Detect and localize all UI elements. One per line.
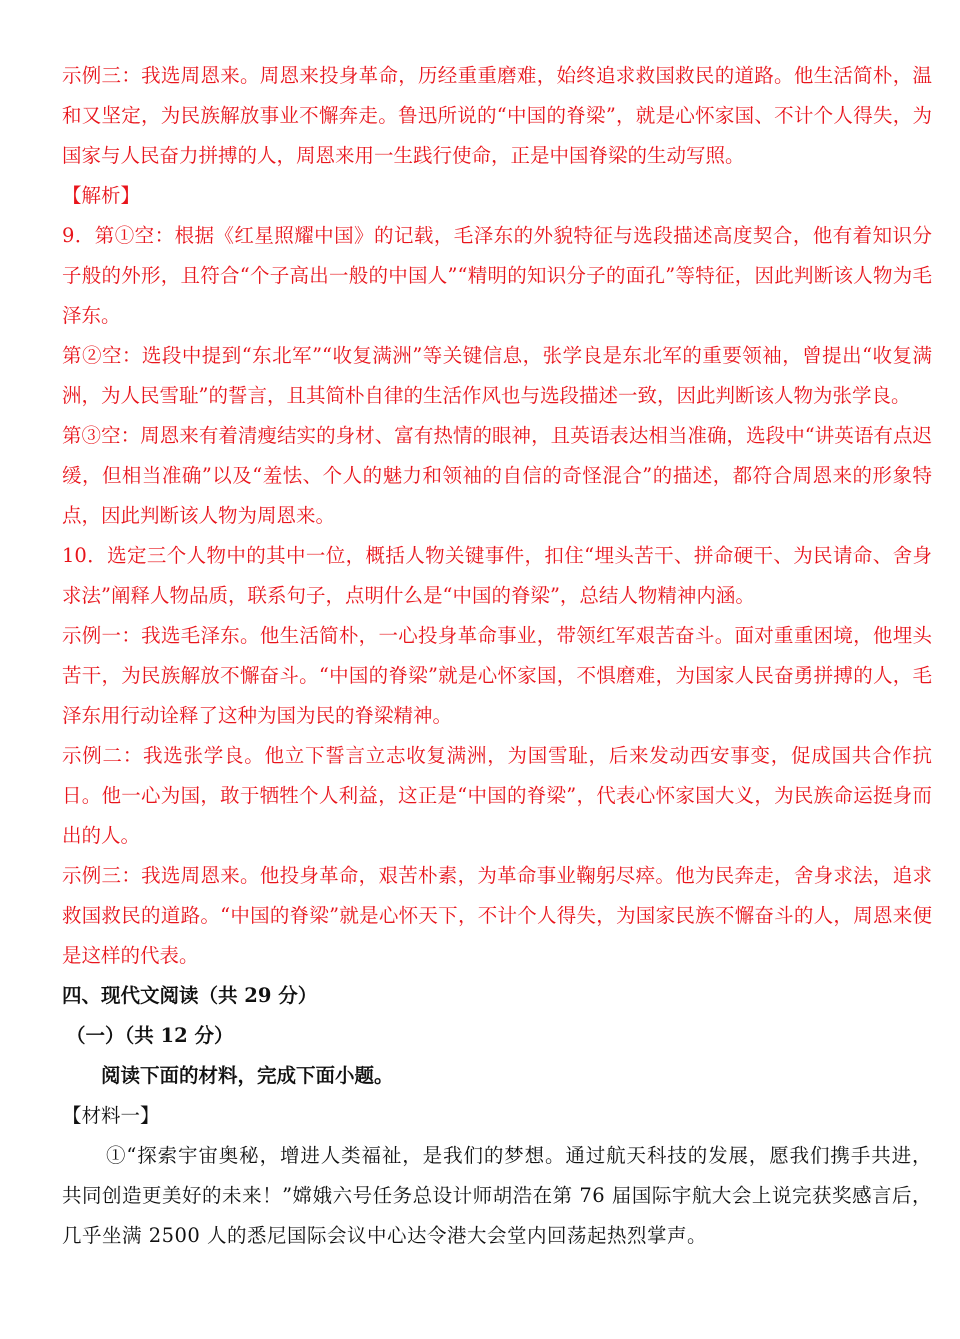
material-one-paragraph-1: ①“探索宇宙奥秘，增进人类福祉，是我们的梦想。通过航天科技的发展，愿我们携手共进，共同创造更美好的未来！”嫦娥六号任务总设计师胡浩在第 76 届国际宇航大会上说完获奖感言后，几乎坐满 2500 人的悉尼国际会议中心达令港大会堂内回荡起热烈掌声。 xyxy=(62,1144,932,1247)
q10-example-two: 示例二：我选张学良。他立下誓言立志收复满洲，为国雪耻，后来发动西安事变，促成国共合作抗日。他一心为国，敢于牺牲个人利益，这正是“中国的脊梁”，代表心怀家国大义，为民族命运挺身而出的人。 xyxy=(62,744,932,847)
reading-instruction: 阅读下面的材料，完成下面小题。 xyxy=(101,1064,394,1087)
subsection-heading: （一）（共 12 分） xyxy=(66,1024,234,1047)
example-three-answer-8: 示例三：我选周恩来。周恩来投身革命，历经重重磨难，始终追求救国救民的道路。他生活简朴，温和又坚定，为民族解放事业不懈奔走。鲁迅所说的“中国的脊梁”，就是心怀家国、不计个人得失，为国家与人民奋力拼搏的人，周恩来用一生践行使命，正是中国脊梁的生动写照。 xyxy=(62,64,932,167)
q10-example-three: 示例三：我选周恩来。他投身革命，艰苦朴素，为革命事业鞠躬尽瘁。他为民奔走，舍身求法，追求救国救民的道路。“中国的脊梁”就是心怀天下，不计个人得失，为国家民族不懈奋斗的人，周恩来便是这样的代表。 xyxy=(62,864,932,967)
section-heading-modern-reading: 四、现代文阅读（共 29 分） xyxy=(62,984,318,1007)
material-one-label: 【材料一】 xyxy=(62,1104,160,1127)
q10-example-one: 示例一：我选毛泽东。他生活简朴，一心投身革命事业，带领红军艰苦奋斗。面对重重困境，他埋头苦干，为民族解放不懈奋斗。“中国的脊梁”就是心怀家国，不惧磨难，为国家人民奋勇拼搏的人，毛泽东用行动诠释了这种为国为民的脊梁精神。 xyxy=(62,624,932,727)
analysis-q9-blank2: 第②空：选段中提到“东北军”“收复满洲”等关键信息，张学良是东北军的重要领袖，曾提出“收复满洲，为人民雪耻”的誓言，且其简朴自律的生活作风也与选段描述一致，因此判断该人物为张学良。 xyxy=(62,344,932,407)
analysis-heading: 【解析】 xyxy=(62,184,141,207)
analysis-q10-intro: 10．选定三个人物中的其中一位，概括人物关键事件，扣住“埋头苦干、拼命硬干、为民请命、舍身求法”阐释人物品质，联系句子，点明什么是“中国的脊梁”，总结人物精神内涵。 xyxy=(62,544,932,607)
analysis-q9-blank3: 第③空：周恩来有着清瘦结实的身材、富有热情的眼神，且英语表达相当准确，选段中“讲英语有点迟缓，但相当准确”以及“羞怯、个人的魅力和领袖的自信的奇怪混合”的描述，都符合周恩来的形象特点，因此判断该人物为周恩来。 xyxy=(62,424,932,527)
analysis-q9-blank1: 9．第①空：根据《红星照耀中国》的记载，毛泽东的外貌特征与选段描述高度契合，他有着知识分子般的外形，且符合“个子高出一般的中国人”“精明的知识分子的面孔”等特征，因此判断该人物为毛泽东。 xyxy=(62,224,932,327)
